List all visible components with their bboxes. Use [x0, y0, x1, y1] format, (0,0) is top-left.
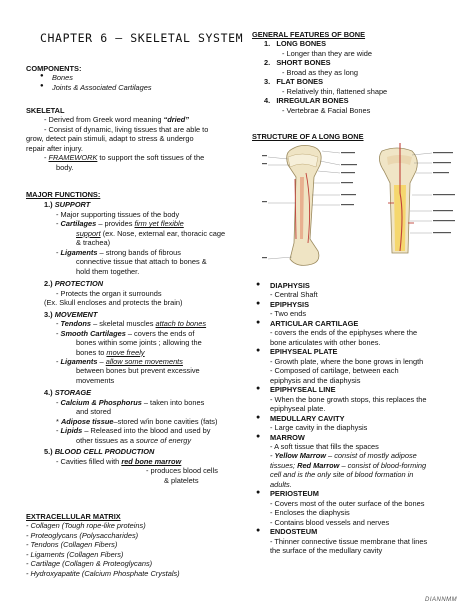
part-epiphysis: ● EPIPHYSIS [256, 299, 310, 309]
part-desc: tissues; Red Marrow – consist of blood-forming [270, 460, 427, 470]
skeletal-line: - Consist of dynamic, living tissues that are able to [44, 124, 209, 134]
author-signature: DIANNMM [425, 597, 458, 603]
part-endosteum: ● ENDOSTEUM [256, 527, 318, 537]
part-desc: - covers the ends of the epiphyses where the [270, 328, 418, 338]
matrix-heading: EXTRACELLULAR MATRIX [26, 512, 121, 521]
bone-type-desc: - Vertebrae & Facial Bones [282, 105, 371, 115]
function-line: and stored [76, 407, 111, 417]
function-support: 1.) SUPPORT [44, 200, 91, 210]
part-epiphyseal-line: ● EPIPHYSEAL LINE [256, 385, 336, 395]
function-line: hold them together. [76, 266, 140, 276]
part-desc: cell and is the only site of blood formation in [270, 470, 414, 480]
part-desc: - Thinner connective tissue membrane that lines [270, 536, 428, 546]
function-line: between bones but prevent excessive [76, 366, 200, 376]
skeletal-line: - Derived from Greek word meaning “dried” [44, 115, 189, 125]
bullet-icon: ● [256, 299, 261, 307]
matrix-item: - Hydroxyapatite (Calcium Phosphate Crystals) [26, 568, 180, 578]
function-line: - produces blood cells [146, 466, 218, 476]
page-title: CHAPTER 6 – SKELETAL SYSTEM [40, 31, 244, 45]
part-desc: - Yellow Marrow – consist of mostly adipose [270, 451, 417, 461]
structure-heading: STRUCTURE OF A LONG BONE [252, 132, 364, 141]
components-item: ● Joints & Associated Cartilages [40, 82, 152, 92]
part-desc: - Growth plate, where the bone grows in length [270, 356, 424, 366]
components-section [26, 64, 232, 92]
part-diaphysis: ● DIAPHYSIS [256, 281, 310, 290]
function-line: - Tendons – skeletal muscles attach to bones [56, 319, 207, 329]
function-line: - Ligaments – allow some movements [56, 356, 183, 366]
function-storage: 4.) STORAGE [44, 388, 92, 398]
function-line: movements [76, 375, 115, 385]
part-marrow: ● MARROW [256, 432, 305, 442]
skeletal-line: repair after injury. [26, 143, 83, 153]
function-line: - Ligaments – strong bands of fibrous [56, 247, 181, 257]
matrix-item: - Ligaments (Collagen Fibers) [26, 549, 124, 559]
bullet-icon: ● [40, 82, 44, 89]
skeletal-line: - FRAMEWORK to support the soft tissues of the [44, 153, 205, 163]
function-line: & trachea) [76, 238, 111, 248]
bone-cross-section [379, 143, 417, 253]
part-desc: the surface of the medullary cavity [270, 546, 383, 556]
bone-type: 1. LONG BONES [264, 39, 327, 49]
bullet-icon: ● [256, 385, 261, 393]
function-line: - Cartilages – provides firm yet flexible [56, 219, 184, 229]
function-line: (Ex. Skull encloses and protects the brain) [44, 298, 183, 308]
bullet-icon: ● [256, 347, 261, 355]
function-line: other tissues as a source of energy [76, 435, 192, 445]
bullet-icon: ● [256, 527, 261, 535]
part-desc: - Central Shaft [270, 290, 318, 300]
function-blood: 5.) BLOOD CELL PRODUCTION [44, 447, 155, 457]
general-heading: GENERAL FEATURES OF BONE [252, 30, 366, 39]
part-desc: bone articulates with other bones. [270, 337, 381, 347]
function-line: connective tissue that attach to bones & [76, 257, 207, 267]
bone-type-desc: - Broad as they as long [282, 67, 359, 77]
part-desc: - Two ends [270, 309, 307, 319]
functions-heading: MAJOR FUNCTIONS: [26, 190, 101, 199]
function-line: bones to move freely [76, 347, 145, 357]
part-desc: epiphyseal plate. [270, 404, 326, 414]
bone-type: 2. SHORT BONES [264, 58, 331, 68]
function-line: - Lipids – Released into the blood and used by [56, 426, 211, 436]
bone-type: 4. IRREGULAR BONES [264, 96, 349, 106]
skeletal-line: body. [56, 162, 74, 172]
part-desc: - Composed of cartilage, between each [270, 366, 399, 376]
part-desc: - When the bone growth stops, this replaces the [270, 394, 427, 404]
general-section [252, 30, 458, 115]
function-movement: 3.) MOVEMENT [44, 309, 98, 319]
function-line: - Major supporting tissues of the body [56, 209, 180, 219]
bone-type-desc: - Relatively thin, flattened shape [282, 86, 388, 96]
function-protection: 2.) PROTECTION [44, 279, 104, 289]
part-desc: - Large cavity in the diaphysis [270, 423, 368, 433]
skeletal-line: grow, detect pain stimuli, adapt to stress & undergo [26, 134, 194, 144]
bullet-icon: ● [256, 318, 261, 326]
matrix-item: - Tendons (Collagen Fibers) [26, 540, 118, 550]
function-line: - Smooth Cartilages – covers the ends of [56, 328, 195, 338]
components-heading: COMPONENTS: [26, 64, 82, 73]
skeletal-section [26, 106, 232, 172]
part-desc: - A soft tissue that fills the spaces [270, 441, 379, 451]
functions-section [26, 190, 232, 485]
function-line: - Calcium & Phosphorus – taken into bones [56, 397, 205, 407]
bone-type-desc: - Longer than they are wide [282, 48, 372, 58]
function-line: bones within some joints ; allowing the [76, 338, 202, 348]
matrix-item: - Cartilage (Collagen & Proteoglycans) [26, 559, 153, 569]
part-articular-cartilage: ● ARTICULAR CARTILAGE [256, 318, 359, 328]
long-bone-illustration [287, 145, 321, 265]
bone-type: 3. FLAT BONES [264, 77, 324, 87]
skeletal-heading: SKELETAL [26, 106, 65, 115]
part-periosteum: ● PERIOSTEUM [256, 489, 319, 499]
function-line: & platelets [164, 475, 199, 485]
long-bone-diagram [262, 143, 462, 268]
bullet-icon: ● [40, 73, 44, 80]
part-epiphyseal-plate: ● EPIHYSEAL PLATE [256, 347, 338, 357]
bullet-icon: ● [256, 489, 261, 497]
part-desc: adults. [270, 479, 292, 489]
function-line: * Adipose tissue–stored w/in bone cavities (fats) [56, 416, 218, 426]
part-desc: epiphysis and the diaphysis [270, 375, 361, 385]
bone-parts-section [252, 281, 458, 556]
part-desc: - Encloses the diaphysis [270, 508, 350, 518]
bullet-icon: ● [256, 432, 261, 440]
matrix-item: - Proteoglycans (Polysaccharides) [26, 530, 139, 540]
matrix-section [26, 512, 232, 578]
matrix-item: - Collagen (Tough rope-like proteins) [26, 521, 146, 531]
bullet-icon: ● [256, 281, 261, 288]
components-item: ● Bones [40, 73, 73, 83]
function-line: support (ex. Nose, external ear, thoracic cage [76, 228, 226, 238]
part-desc: - Contains blood vessels and nerves [270, 517, 390, 527]
bullet-icon: ● [256, 413, 261, 421]
function-line: - Protects the organ it surrounds [56, 288, 162, 298]
part-desc: - Covers most of the outer surface of the bones [270, 498, 425, 508]
part-medullary-cavity: ● MEDULLARY CAVITY [256, 413, 345, 423]
function-line: - Cavities filled with red bone marrow [56, 456, 182, 466]
